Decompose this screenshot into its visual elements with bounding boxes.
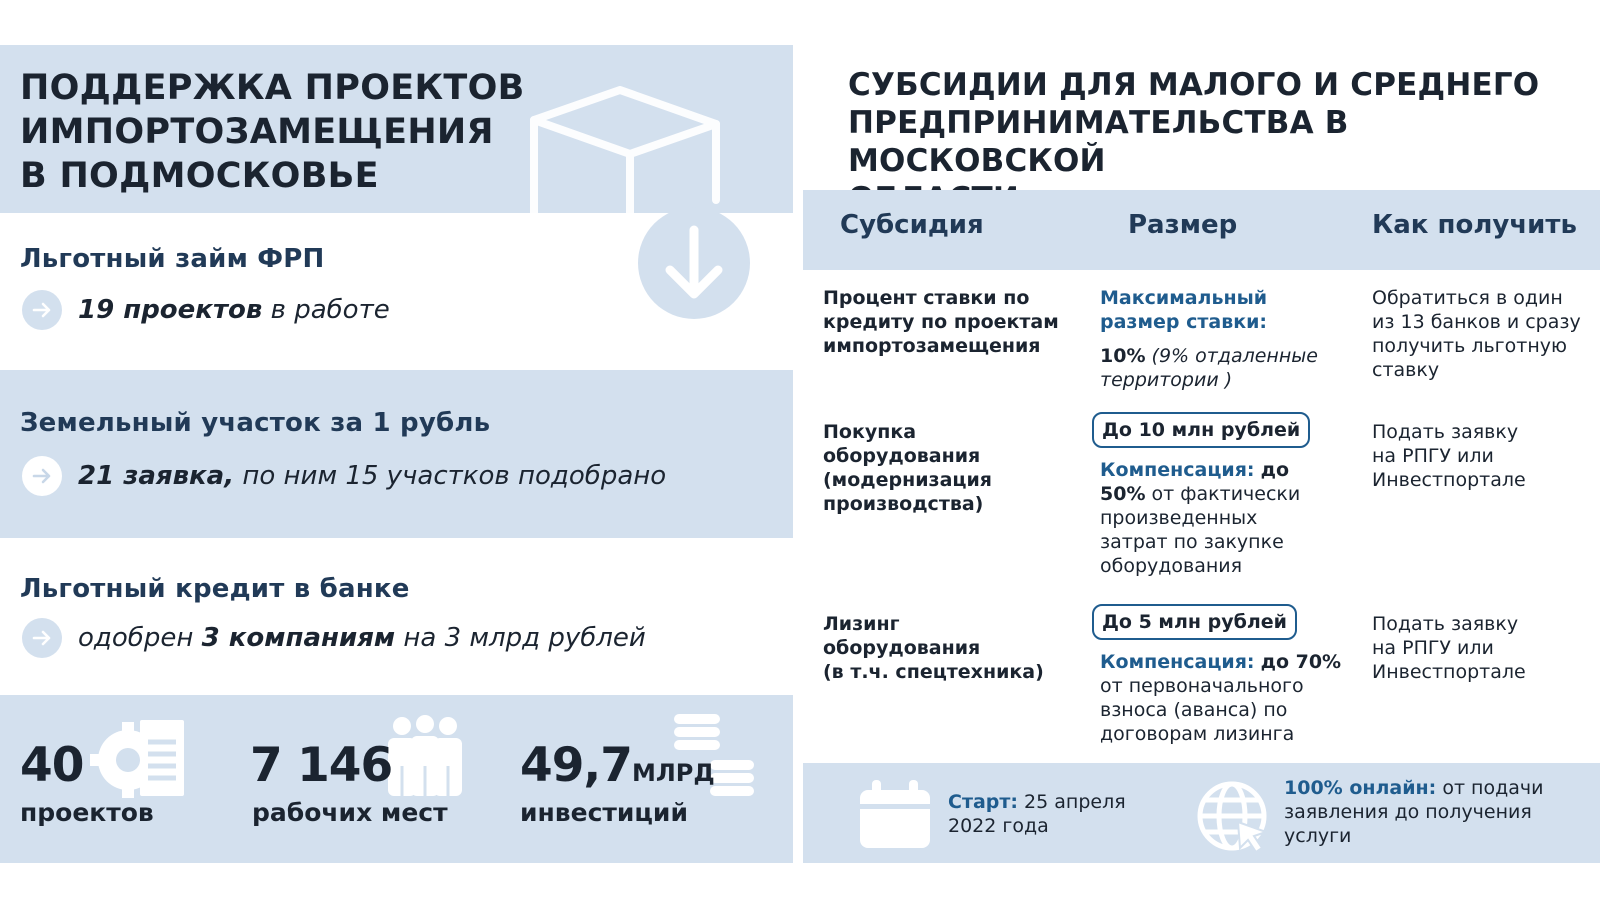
- arrow-right-icon: [22, 618, 62, 658]
- left-section-band: [0, 370, 793, 538]
- table-row-2-size: До 10 млн рублей Компенсация: до 50% от фактически произведенных затрат по закупке оборудования: [1092, 412, 1310, 578]
- section-title-frp-loan: Льготный займ ФРП: [20, 244, 325, 274]
- table-row-3-how: Подать заявку на РПГУ или Инвестпортале: [1372, 613, 1526, 683]
- table-row-2-how: Подать заявку на РПГУ или Инвестпортале: [1372, 421, 1526, 491]
- section-line-bank-credit: [22, 618, 646, 658]
- stat-unit: МЛРД: [631, 759, 715, 787]
- footer-start: Старт: 25 апреля 2022 года: [948, 791, 1126, 837]
- table-header-how: Как получить: [1372, 210, 1577, 240]
- stat-value-jobs: 7 146: [250, 738, 393, 793]
- section-line-frp-loan: [22, 290, 390, 330]
- section-title-bank-credit: Льготный кредит в банке: [20, 574, 410, 604]
- arrow-right-icon: [22, 456, 62, 496]
- stat-label-investments: инвестиций: [520, 798, 688, 827]
- amount-badge: До 5 млн рублей: [1092, 604, 1297, 640]
- table-header-subsidy: Субсидия: [840, 210, 984, 240]
- stat-value-investments: [520, 738, 715, 793]
- amount-badge: До 10 млн рублей: [1092, 412, 1310, 448]
- arrow-right-icon: [22, 290, 62, 330]
- section-text-frp-loan: 19 проектов в работе: [78, 295, 390, 325]
- stat-value-projects: 40: [20, 738, 84, 793]
- table-row-1-subsidy: Процент ставки по кредиту по проектам импортозамещения: [823, 287, 1059, 357]
- footer-online: 100% онлайн: от подачи заявления до получения услуги: [1284, 777, 1544, 847]
- people-icon: [380, 714, 470, 796]
- section-line-land-plot: [22, 456, 666, 496]
- stat-value: 49,7: [520, 738, 632, 793]
- table-row-1-size: Максимальный размер ставки: 10% (9% отдаленные территории ): [1100, 287, 1318, 391]
- left-title-line: ПОДДЕРЖКА ПРОЕКТОВ: [20, 68, 525, 108]
- table-row-3-size: До 5 млн рублей Компенсация: до 70% от первоначального взноса (аванса) по договорам лизинга: [1092, 604, 1341, 746]
- right-title-line: ПРЕДПРИНИМАТЕЛЬСТВА В МОСКОВСКОЙ: [848, 105, 1349, 179]
- stat-label-projects: проектов: [20, 798, 154, 827]
- table-row-3-subsidy: Лизинг оборудования (в т.ч. спецтехника): [823, 613, 1044, 683]
- globe-cursor-icon: [1196, 778, 1272, 854]
- left-title-line: В ПОДМОСКОВЬЕ: [20, 156, 379, 196]
- section-text-land-plot: 21 заявка, по ним 15 участков подобрано: [78, 461, 667, 491]
- box-download-icon: [520, 80, 770, 330]
- stat-label-jobs: рабочих мест: [252, 798, 448, 827]
- table-row-1-how: Обратиться в один из 13 банков и сразу получить льготную ставку: [1372, 287, 1581, 381]
- table-header-size: Размер: [1128, 210, 1238, 240]
- section-title-land-plot: Земельный участок за 1 рубль: [20, 408, 491, 438]
- gear-document-icon: [88, 718, 198, 800]
- section-text-bank-credit: одобрен 3 компаниям на 3 млрд рублей: [78, 623, 646, 653]
- calendar-icon: [858, 778, 932, 850]
- left-title: [20, 66, 525, 198]
- table-row-2-subsidy: Покупка оборудования (модернизация производства): [823, 421, 992, 515]
- right-title-line: СУБСИДИИ ДЛЯ МАЛОГО И СРЕДНЕГО: [848, 67, 1540, 103]
- left-title-line: ИМПОРТОЗАМЕЩЕНИЯ: [20, 112, 494, 152]
